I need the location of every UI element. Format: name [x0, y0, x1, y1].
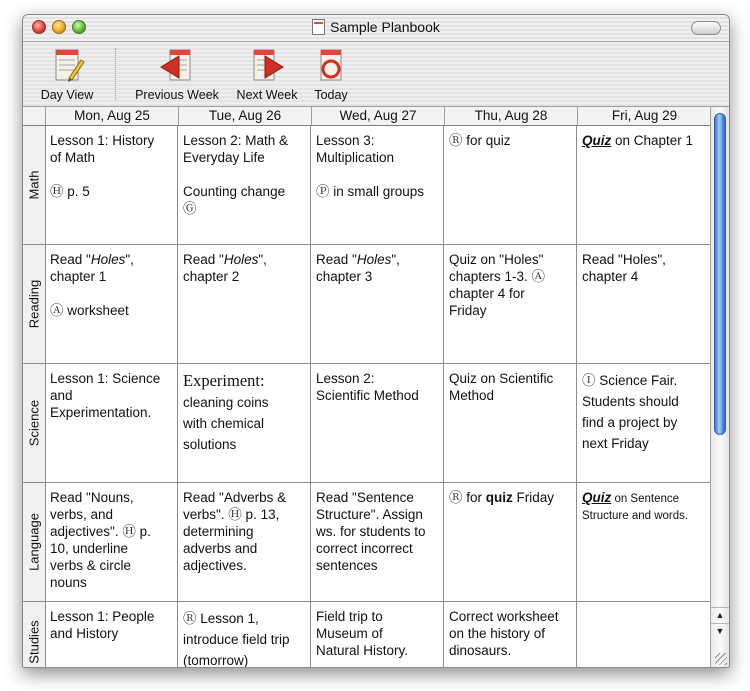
subject-row-math	[23, 126, 711, 245]
today-icon	[311, 46, 351, 86]
day-view-label: Day View	[40, 88, 94, 102]
toolbar	[23, 42, 729, 107]
subject-row-reading	[23, 245, 711, 364]
cell-text: Ⓡ Lesson 1, introduce field trip (tomorrow)	[183, 611, 290, 667]
row-label-math	[23, 126, 46, 244]
cell-text: Quiz on "Holes" chapters 1-3. Ⓐ chapter 4 for Friday	[449, 252, 546, 318]
scroll-down-icon: ▼	[715, 626, 725, 636]
plan-cell-reading-wed[interactable]	[311, 245, 444, 363]
cell-text-prefix: Read "	[183, 252, 224, 267]
cell-text: Ⓡ for quiz	[449, 133, 511, 148]
previous-week-label: Previous Week	[135, 88, 219, 102]
row-label-reading	[23, 245, 46, 363]
day-header-mon[interactable]: Mon, Aug 25	[45, 107, 178, 125]
cell-text: cleaning coins with chemical solutions	[183, 395, 269, 452]
day-header-fri[interactable]: Fri, Aug 29	[577, 107, 711, 125]
cell-text: Lesson 1: People and History	[50, 609, 155, 641]
previous-week-button[interactable]	[129, 46, 225, 102]
row-label-studies	[23, 602, 46, 667]
quiz-bold: quiz	[485, 490, 513, 505]
cell-text-prefix: Read "	[50, 252, 91, 267]
plan-cell-reading-fri[interactable]	[577, 245, 711, 363]
planbook-window	[22, 14, 730, 668]
subject-row-science	[23, 364, 711, 483]
plan-cell-science-fri[interactable]	[577, 364, 711, 482]
day-header-row	[23, 107, 711, 126]
next-week-button[interactable]	[231, 46, 303, 102]
row-label-text: Language	[26, 513, 42, 571]
plan-cell-language-wed[interactable]	[311, 483, 444, 601]
resize-grip-icon[interactable]	[715, 653, 727, 665]
book-title: Holes	[223, 252, 259, 267]
previous-week-icon	[157, 46, 197, 86]
window-title: Sample Planbook	[330, 19, 440, 35]
row-label-text: Science	[26, 399, 42, 447]
today-button[interactable]	[307, 46, 355, 102]
plan-cell-math-fri[interactable]	[577, 126, 711, 244]
book-title: Holes	[90, 252, 126, 267]
day-header-wed[interactable]: Wed, Aug 27	[311, 107, 444, 125]
experiment-heading: Experiment:	[183, 371, 265, 390]
plan-cell-studies-mon[interactable]	[45, 602, 178, 667]
plan-cell-science-thu[interactable]	[444, 364, 577, 482]
vertical-scrollbar[interactable]	[710, 107, 729, 667]
plan-cell-studies-fri[interactable]	[577, 602, 711, 667]
plan-cell-studies-wed[interactable]	[311, 602, 444, 667]
cell-text-prefix: Ⓡ for	[449, 490, 486, 505]
plan-cell-science-mon[interactable]	[45, 364, 178, 482]
plan-cell-math-mon[interactable]	[45, 126, 178, 244]
cell-text: Lesson 2: Scientific Method	[316, 371, 419, 403]
day-view-button[interactable]	[37, 46, 97, 102]
window-title-area	[23, 19, 729, 36]
plan-cell-math-thu[interactable]	[444, 126, 577, 244]
row-label-language	[23, 483, 46, 601]
cell-text: Field trip to Museum of Natural History.	[316, 609, 409, 658]
scroll-up-button[interactable]	[711, 607, 729, 623]
cell-text: Correct worksheet on the history of dinosaurs.	[449, 609, 559, 658]
cell-text: on Chapter 1	[611, 133, 694, 148]
plan-cell-studies-tue[interactable]	[178, 602, 311, 667]
title-bar[interactable]	[23, 15, 729, 42]
next-week-icon	[247, 46, 287, 86]
book-title: Holes	[356, 252, 392, 267]
cell-text: Read "Sentence Structure". Assign ws. for students to correct incorrect sentences	[316, 490, 426, 573]
cell-text: Lesson 2: Math & Everyday Life Counting change Ⓖ	[183, 133, 289, 216]
next-week-label: Next Week	[236, 88, 298, 102]
plan-cell-language-tue[interactable]	[178, 483, 311, 601]
header-corner	[23, 107, 45, 125]
plan-cell-reading-mon[interactable]	[45, 245, 178, 363]
cell-text: Ⓘ Science Fair. Students should find a project by next Friday	[582, 373, 679, 451]
today-label: Today	[314, 88, 348, 102]
plan-cell-reading-thu[interactable]	[444, 245, 577, 363]
day-header-thu[interactable]: Thu, Aug 28	[444, 107, 577, 125]
toolbar-separator	[115, 48, 116, 100]
document-icon	[312, 19, 325, 35]
cell-text: Read "Adverbs & verbs". Ⓗ p. 13, determining adverbs and adjectives.	[183, 490, 287, 573]
cell-text: on Sentence Structure and words.	[582, 493, 689, 522]
cell-text: Read "Holes", chapter 4	[582, 252, 666, 284]
planbook-grid	[23, 126, 711, 667]
quiz-emphasis: Quiz	[582, 490, 612, 505]
cell-text: ", chapter 3	[316, 252, 400, 284]
cell-text: Lesson 1: History of Math Ⓗ p. 5	[50, 133, 155, 199]
quiz-emphasis: Quiz	[582, 133, 612, 148]
row-label-text: Reading	[26, 279, 42, 329]
cell-text: ", chapter 1 Ⓐ worksheet	[50, 252, 134, 318]
scroll-up-icon: ▲	[715, 610, 725, 620]
cell-text: Friday	[512, 490, 555, 505]
row-label-text: Math	[26, 170, 42, 200]
subject-row-language	[23, 483, 711, 602]
cell-text-prefix: Read "	[316, 252, 357, 267]
scroll-thumb[interactable]	[714, 113, 726, 435]
plan-cell-language-mon[interactable]	[45, 483, 178, 601]
cell-text: Lesson 1: Science and Experimentation.	[50, 371, 161, 420]
subject-row-studies	[23, 602, 711, 667]
plan-cell-language-thu[interactable]	[444, 483, 577, 601]
planbook-pencil-icon	[47, 46, 87, 86]
cell-text: Lesson 3: Multiplication Ⓟ in small groups	[316, 133, 425, 199]
plan-cell-science-tue[interactable]	[178, 364, 311, 482]
plan-cell-studies-thu[interactable]	[444, 602, 577, 667]
row-label-text: Studies	[26, 620, 42, 664]
plan-cell-reading-tue[interactable]	[178, 245, 311, 363]
plan-cell-language-fri[interactable]	[577, 483, 711, 601]
plan-cell-math-wed[interactable]	[311, 126, 444, 244]
cell-text: Read "Nouns, verbs, and adjectives". Ⓗ p. 10, underline verbs & circle nouns	[50, 490, 151, 590]
scroll-down-button[interactable]	[711, 623, 729, 639]
cell-text: ", chapter 2	[183, 252, 267, 284]
day-header-tue[interactable]: Tue, Aug 26	[178, 107, 311, 125]
toolbar-toggle-button[interactable]	[691, 21, 721, 35]
row-label-science	[23, 364, 46, 482]
cell-text: Quiz on Scientific Method	[449, 371, 554, 403]
plan-cell-science-wed[interactable]	[311, 364, 444, 482]
plan-cell-math-tue[interactable]	[178, 126, 311, 244]
